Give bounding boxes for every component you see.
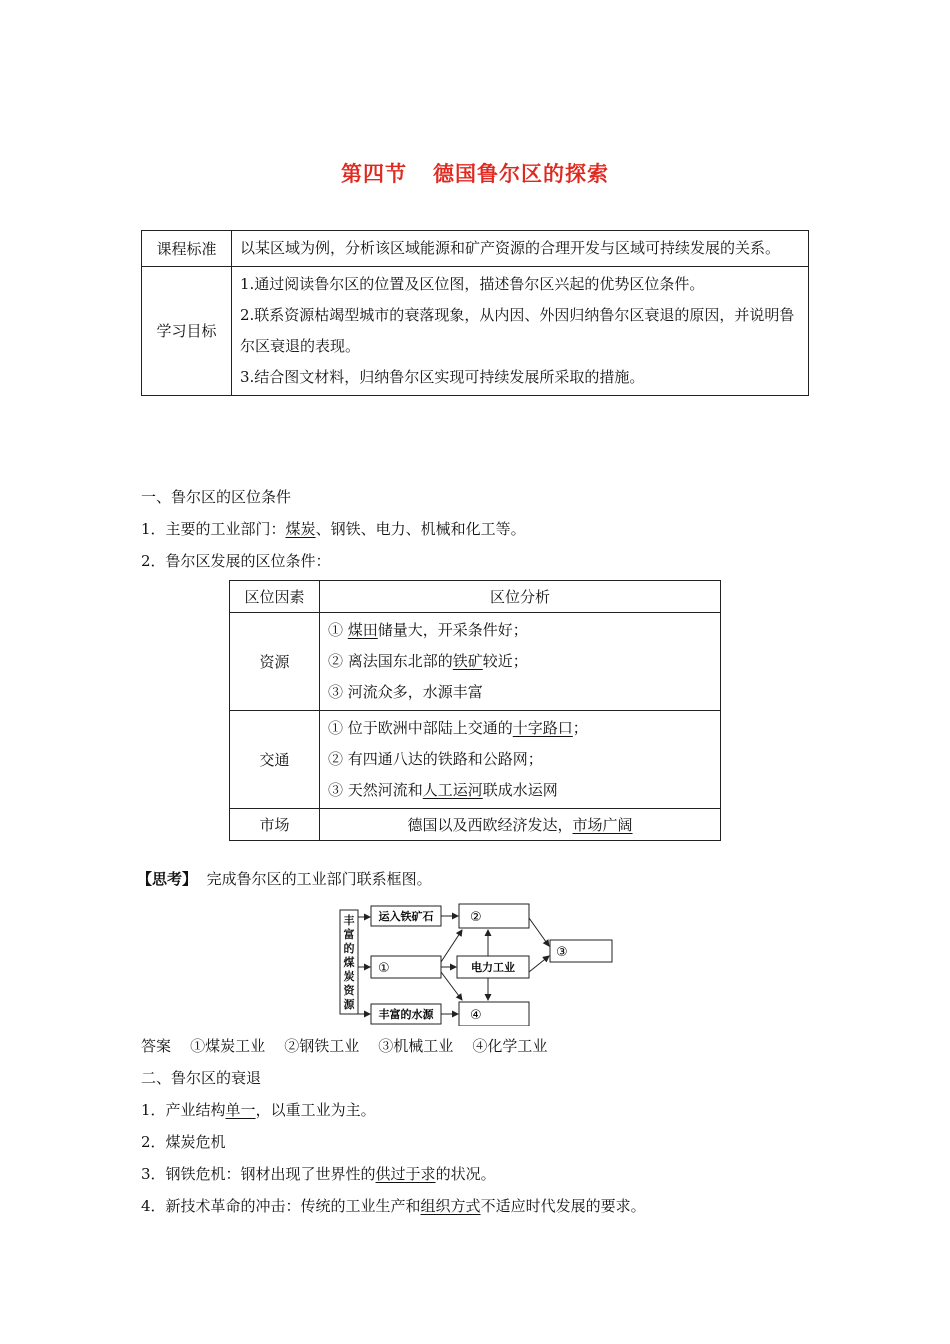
coal-resource-label: 丰富的煤炭资源 [343, 914, 355, 1011]
box-1-label: ① [378, 961, 390, 976]
blank-answer: 供过于求 [375, 1165, 436, 1183]
analysis-cell: ① 煤田储量大，开采条件好； ② 离法国东北部的铁矿较近； ③ 河流众多，水源丰富 [320, 613, 721, 711]
part1-item2: 2．鲁尔区发展的区位条件： [141, 552, 331, 570]
think-prompt [137, 868, 432, 889]
answer-item: ②钢铁工业 [284, 1037, 360, 1055]
standards-label: 课程标准 [142, 231, 232, 267]
arrow [529, 956, 549, 972]
industry-diagram [338, 902, 618, 1026]
item-text: 、钢铁、电力、机械和化工等。 [315, 520, 526, 538]
part2-heading: 二、鲁尔区的衰退 [141, 1069, 262, 1087]
table-header-row [230, 581, 721, 613]
part2-item1: 1．产业结构单一，以重工业为主。 [141, 1101, 376, 1119]
blank-answer: 组织方式 [420, 1197, 481, 1215]
goal-item: 3.结合图文材料，归纳鲁尔区实现可持续发展所采取的措施。 [240, 368, 645, 386]
power-label: 电力工业 [471, 961, 515, 974]
section-number: 第四节 [341, 162, 407, 186]
standards-text: 以某区域为例，分析该区域能源和矿产资源的合理开发与区域可持续发展的关系。 [232, 231, 809, 267]
goal-item: 2.联系资源枯竭型城市的衰落现象，从内因、外因归纳鲁尔区衰退的原因，并说明鲁尔区衰退的表现。 [240, 306, 795, 355]
table-row [142, 267, 809, 396]
blank-answer: 单一 [225, 1101, 256, 1119]
part2-item4: 4．新技术革命的冲击：传统的工业生产和组织方式不适应时代发展的要求。 [141, 1197, 646, 1215]
column-header: 区位因素 [230, 581, 320, 613]
blank-answer: 煤炭 [285, 520, 316, 538]
box-3-label: ③ [556, 945, 568, 960]
table-row [230, 613, 721, 711]
box-2-label: ② [470, 910, 482, 925]
answer-item: ④化学工业 [472, 1037, 548, 1055]
factor-cell: 市场 [230, 809, 320, 841]
part1-item1 [141, 518, 526, 539]
location-table [229, 580, 721, 841]
section-title: 德国鲁尔区的探索 [433, 162, 609, 186]
goal-item: 1.通过阅读鲁尔区的位置及区位图，描述鲁尔区兴起的优势区位条件。 [240, 275, 705, 293]
table-row [142, 231, 809, 267]
blank-answer: 煤田 [347, 621, 378, 639]
water-label: 丰富的水源 [378, 1008, 434, 1021]
table-row [230, 809, 721, 841]
column-header: 区位分析 [320, 581, 721, 613]
page-title [0, 158, 950, 188]
goals-label: 学习目标 [142, 267, 232, 396]
item-text: 1．主要的工业部门： [141, 520, 286, 538]
arrow [529, 918, 549, 946]
blank-answer: 十字路口 [512, 719, 573, 737]
standards-table [141, 230, 809, 396]
factor-cell: 交通 [230, 711, 320, 809]
blank-answer: 市场广阔 [572, 816, 633, 834]
factor-cell: 资源 [230, 613, 320, 711]
answer-label: 答案 [141, 1037, 172, 1055]
analysis-cell: 德国以及西欧经济发达，市场广阔 [320, 809, 721, 841]
answer-line [141, 1035, 547, 1056]
answer-item: ③机械工业 [378, 1037, 454, 1055]
part1-heading: 一、鲁尔区的区位条件 [141, 488, 292, 506]
iron-ore-label: 运入铁矿石 [378, 910, 434, 923]
think-text: 完成鲁尔区的工业部门联系框图。 [206, 870, 432, 888]
answer-item: ①煤炭工业 [190, 1037, 266, 1055]
analysis-cell: ① 位于欧洲中部陆上交通的十字路口； ② 有四通八达的铁路和公路网； ③ 天然河流和人工运河联成水运网 [320, 711, 721, 809]
box-4-label: ④ [470, 1008, 482, 1023]
table-row [230, 711, 721, 809]
part2-item2: 2．煤炭危机 [141, 1133, 226, 1151]
blank-answer: 铁矿 [452, 652, 483, 670]
part2-item3: 3．钢铁危机：钢材出现了世界性的供过于求的状况。 [141, 1165, 496, 1183]
think-tag: 【思考】 [137, 870, 198, 888]
goals-list [232, 267, 809, 396]
blank-answer: 人工运河 [422, 781, 483, 799]
diagram-svg [338, 902, 618, 1026]
